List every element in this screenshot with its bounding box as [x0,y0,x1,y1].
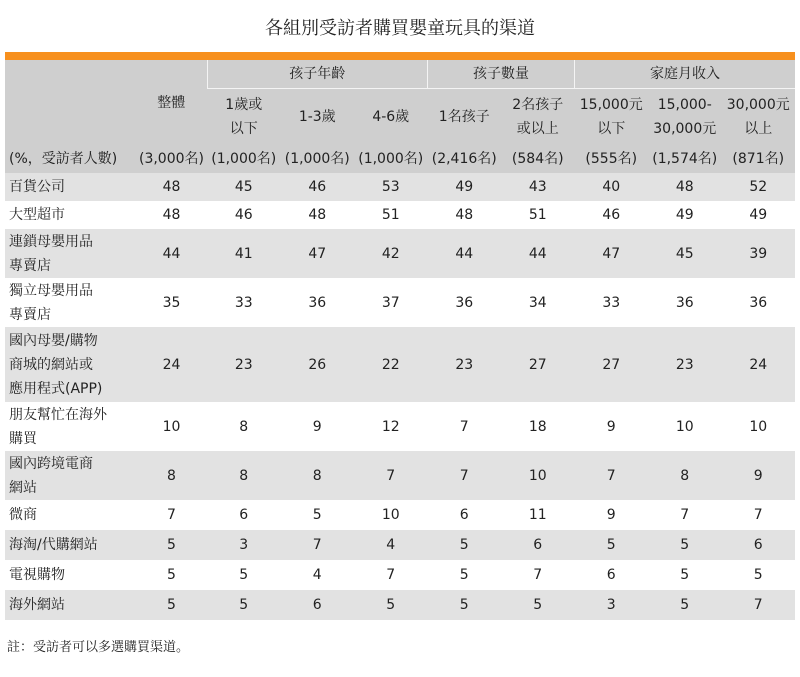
data-cell: 10 [501,451,575,500]
data-cell: 7 [428,402,502,451]
header-sub-0 [207,89,281,146]
header-group-children: 孩子數量 [428,60,575,89]
row-label [5,451,136,500]
data-cell: 23 [207,327,281,402]
data-cell: 6 [428,500,502,530]
data-cell: 23 [648,327,722,402]
table-row [5,500,795,530]
table-row [5,201,795,229]
table-row [5,560,795,590]
data-cell: 43 [501,173,575,201]
data-cell: 42 [354,229,428,278]
header-corner [5,60,136,89]
data-cell: 5 [136,560,207,590]
data-cell: 10 [722,402,796,451]
data-cell: 45 [648,229,722,278]
data-cell: 7 [722,500,796,530]
data-cell: 3 [207,530,281,560]
data-cell: 8 [207,451,281,500]
data-cell: 9 [575,402,649,451]
data-cell: 44 [501,229,575,278]
data-cell: 36 [722,278,796,327]
data-cell: 24 [136,327,207,402]
data-cell: 6 [575,560,649,590]
row-label-line: 電視購物 [9,567,65,583]
data-cell: 36 [428,278,502,327]
row-label-line: 國內跨境電商 [9,455,93,472]
header-sub-line: 4-6歲 [372,109,410,125]
row-label-line: 大型超市 [9,207,65,223]
data-cell: 44 [428,229,502,278]
row-label-line: 應用程式(APP) [9,380,103,397]
data-cell: 46 [207,201,281,229]
row-label-line: 專賣店 [9,306,51,323]
row-label-line: 國內母嬰/購物 [9,332,98,349]
data-table [5,60,795,620]
table-row [5,327,795,402]
header-sub-line: 30,000元 [726,97,790,113]
accent-bar [5,52,795,60]
data-cell: 5 [136,530,207,560]
data-cell: 7 [575,451,649,500]
header-sub-3 [428,89,502,146]
data-cell: 40 [575,173,649,201]
table-row [5,530,795,560]
data-cell: 18 [501,402,575,451]
table-row [5,451,795,500]
row-label-line: 獨立母嬰用品 [9,282,93,299]
data-cell: 48 [428,201,502,229]
data-cell: 9 [575,500,649,530]
header-group-row [5,60,795,89]
header-sub-4 [501,89,575,146]
header-sub-2 [354,89,428,146]
chart-title: 各組別受訪者購買嬰童玩具的渠道 [265,18,535,39]
data-cell: 8 [648,451,722,500]
data-cell: 5 [648,590,722,620]
table-row [5,402,795,451]
header-respondents-8: (871名) [722,145,796,173]
header-sub-7 [722,89,796,146]
data-cell: 44 [136,229,207,278]
data-cell: 48 [136,201,207,229]
header-respondents-6: (555名) [575,145,649,173]
data-cell: 6 [722,530,796,560]
header-respondents-1: (1,000名) [207,145,281,173]
row-label [5,201,136,229]
header-sub-line: 或以上 [516,121,559,137]
data-cell: 46 [281,173,355,201]
data-cell: 35 [136,278,207,327]
data-cell: 7 [281,530,355,560]
row-label [5,173,136,201]
header-sub-1 [281,89,355,146]
table-row [5,173,795,201]
row-label [5,500,136,530]
header-respondents-row [5,145,795,173]
header-respondents-7: (1,574名) [648,145,722,173]
data-cell: 23 [428,327,502,402]
data-cell: 6 [501,530,575,560]
footnote: 註：受訪者可以多選購買渠道。 [7,640,190,655]
header-sub-line: 15,000元 [579,97,643,113]
header-group-age: 孩子年齡 [207,60,428,89]
table-row [5,278,795,327]
data-cell: 5 [136,590,207,620]
data-cell: 47 [281,229,355,278]
data-cell: 24 [722,327,796,402]
header-sub-line: 2名孩子 [512,97,564,113]
data-cell: 5 [207,560,281,590]
header-unit-label: (%，受訪者人數) [5,145,136,173]
row-label-line: 百貨公司 [9,179,65,195]
data-cell: 45 [207,173,281,201]
data-cell: 33 [207,278,281,327]
data-cell: 49 [648,201,722,229]
data-cell: 26 [281,327,355,402]
data-cell: 3 [575,590,649,620]
data-cell: 27 [575,327,649,402]
data-cell: 8 [207,402,281,451]
data-cell: 36 [281,278,355,327]
row-label-line: 專賣店 [9,257,51,274]
data-cell: 27 [501,327,575,402]
table-row [5,590,795,620]
row-label [5,229,136,278]
data-cell: 10 [136,402,207,451]
row-label [5,402,136,451]
data-cell: 41 [207,229,281,278]
data-cell: 7 [354,560,428,590]
row-label-line: 微商 [9,507,37,523]
row-label-line: 海外網站 [9,597,65,613]
data-cell: 6 [281,590,355,620]
row-label [5,590,136,620]
header-sub-line: 以下 [597,121,626,137]
row-label-line: 商城的網站或 [9,356,93,373]
row-label [5,560,136,590]
data-cell: 5 [428,590,502,620]
header-sub-line: 1-3歲 [298,109,336,125]
data-cell: 5 [281,500,355,530]
header-sub-6 [648,89,722,146]
row-label-line: 購買 [9,430,37,447]
data-cell: 22 [354,327,428,402]
data-cell: 11 [501,500,575,530]
data-cell: 52 [722,173,796,201]
header-respondents-2: (1,000名) [281,145,355,173]
data-cell: 8 [281,451,355,500]
data-cell: 6 [207,500,281,530]
header-corner-mid [5,89,136,146]
data-cell: 51 [501,201,575,229]
data-cell: 53 [354,173,428,201]
data-cell: 7 [722,590,796,620]
data-cell: 49 [722,201,796,229]
data-cell: 33 [575,278,649,327]
table-row [5,229,795,278]
data-cell: 5 [575,530,649,560]
data-cell: 47 [575,229,649,278]
data-cell: 48 [281,201,355,229]
header-respondents-4: (2,416名) [428,145,502,173]
data-cell: 12 [354,402,428,451]
header-overall: 整體 [136,60,207,145]
data-cell: 10 [354,500,428,530]
header-sub-line: 1名孩子 [438,109,490,125]
header-sub-row [5,89,795,146]
data-cell: 46 [575,201,649,229]
row-label [5,278,136,327]
data-cell: 9 [281,402,355,451]
data-cell: 49 [428,173,502,201]
header-respondents-0: (3,000名) [136,145,207,173]
data-cell: 7 [648,500,722,530]
data-cell: 5 [354,590,428,620]
data-cell: 7 [136,500,207,530]
row-label [5,327,136,402]
header-respondents-5: (584名) [501,145,575,173]
data-cell: 51 [354,201,428,229]
data-cell: 7 [501,560,575,590]
data-cell: 4 [354,530,428,560]
data-cell: 36 [648,278,722,327]
data-cell: 9 [722,451,796,500]
data-cell: 39 [722,229,796,278]
row-label-line: 海淘/代購網站 [9,537,98,553]
header-sub-line: 以上 [744,121,773,137]
data-cell: 48 [648,173,722,201]
data-cell: 4 [281,560,355,590]
data-cell: 5 [428,560,502,590]
data-cell: 7 [354,451,428,500]
row-label-line: 連鎖母嬰用品 [9,233,93,250]
data-cell: 5 [428,530,502,560]
data-cell: 5 [207,590,281,620]
header-group-income: 家庭月收入 [575,60,796,89]
header-sub-line: 1歲或 [225,97,263,113]
row-label-line: 網站 [9,479,37,496]
data-cell: 5 [648,560,722,590]
row-label [5,530,136,560]
data-cell: 5 [648,530,722,560]
header-sub-line: 30,000元 [653,121,717,137]
data-cell: 10 [648,402,722,451]
data-cell: 8 [136,451,207,500]
data-cell: 7 [428,451,502,500]
row-label-line: 朋友幫忙在海外 [9,406,107,423]
header-sub-line: 15,000- [657,97,712,113]
data-cell: 48 [136,173,207,201]
data-cell: 5 [501,590,575,620]
data-cell: 34 [501,278,575,327]
header-sub-5 [575,89,649,146]
data-cell: 37 [354,278,428,327]
header-sub-line: 以下 [229,121,258,137]
data-cell: 5 [722,560,796,590]
header-respondents-3: (1,000名) [354,145,428,173]
